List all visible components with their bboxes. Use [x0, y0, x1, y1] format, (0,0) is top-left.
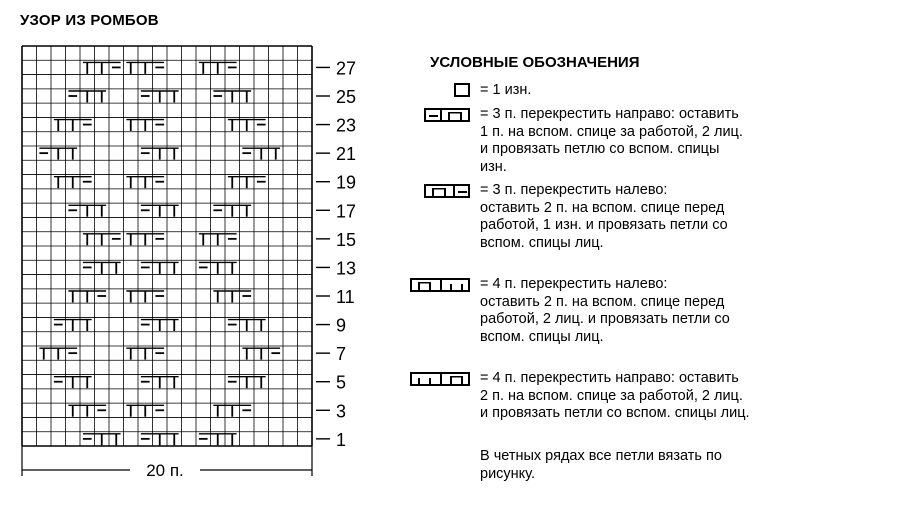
legend-text-cross-right-4: = 4 п. перекрестить направо: оставить 2 п. на вспом. спице за работой, 2 лиц. и провязать петли со вспом. спицы лиц. [480, 370, 750, 421]
width-label: 20 п. [146, 461, 184, 480]
row-label-21: 21 [336, 144, 357, 165]
row-label-23: 23 [336, 115, 357, 136]
legend-item-cross-left-4 [410, 270, 750, 360]
row-label-19: 19 [336, 172, 357, 193]
row-label-17: 17 [336, 201, 357, 222]
legend-note: В четных рядах все петли вязать по рисунку. [480, 448, 722, 482]
legend-text-cross-left-3: = 3 п. перекрестить налево: оставить 2 п. на вспом. спице перед работой, 1 изн. и провязать петли со вспом. спицы лиц. [480, 182, 728, 251]
legend-text-purl: = 1 изн. [480, 82, 532, 98]
row-label-13: 13 [336, 258, 357, 279]
cross-left-4-icon [410, 278, 470, 292]
row-label-11: 11 [336, 287, 355, 307]
legend-item-purl [410, 82, 750, 102]
chart-title: УЗОР ИЗ РОМБОВ [20, 12, 159, 29]
empty-cell-icon [454, 83, 470, 97]
legend-item-cross-right-3 [410, 100, 750, 180]
row-label-25: 25 [336, 87, 357, 107]
row-label-9: 9 [336, 315, 347, 336]
legend-title: УСЛОВНЫЕ ОБОЗНАЧЕНИЯ [430, 54, 640, 71]
row-label-27: 27 [336, 58, 357, 79]
legend-item-cross-left-3 [410, 176, 750, 266]
row-label-7: 7 [336, 344, 347, 365]
row-label-3: 3 [336, 401, 347, 422]
legend-text-cross-left-4: = 4 п. перекрестить налево: оставить 2 п. на вспом. спице перед работой, 2 лиц. и провязать петли со вспом. спицы лиц. [480, 276, 730, 345]
row-label-15: 15 [336, 229, 357, 250]
cross-left-3-icon [424, 184, 470, 198]
row-label-5: 5 [336, 372, 347, 393]
legend-text-cross-right-3: = 3 п. перекрестить направо: оставить 1 п. на вспом. спице за работой, 2 лиц. и провязать петлю со вспом. спицы изн. [480, 106, 743, 175]
legend-item-cross-right-4 [410, 364, 750, 444]
row-label-1: 1 [336, 429, 347, 450]
cross-right-3-icon [424, 108, 470, 122]
cross-right-4-icon [410, 372, 470, 386]
